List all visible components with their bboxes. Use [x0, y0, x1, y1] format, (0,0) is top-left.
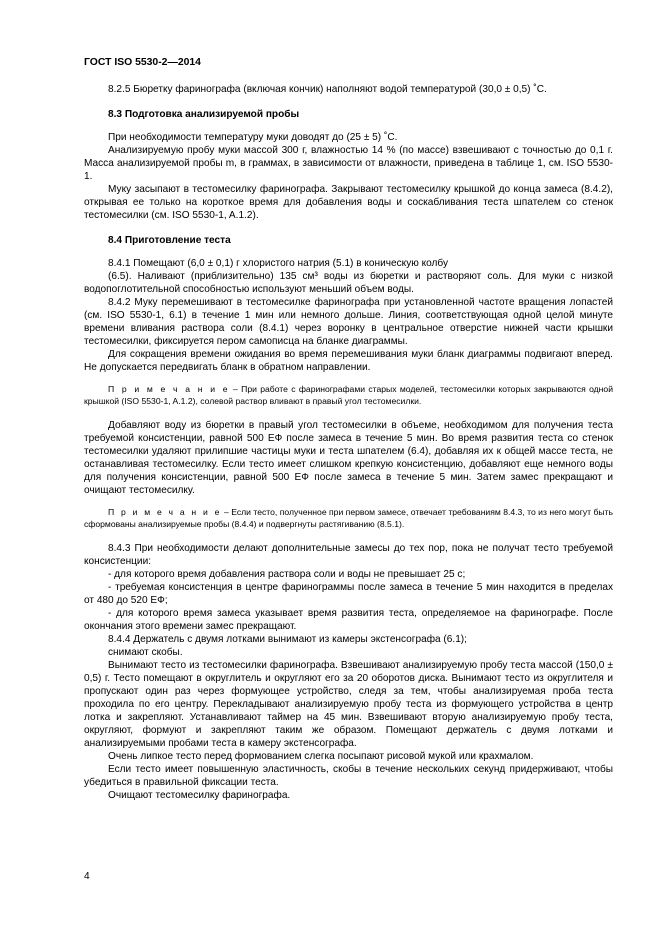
section-8-4-heading: 8.4 Приготовление теста: [108, 235, 231, 246]
paragraph-8-3-2: Анализируемую пробу муки массой 300 г, влажностью 14 % (по массе) взвешивают с точностью до 0,1 г. Масса анализируемой пробы m, в граммах, в зависимости от влажности, приведена в таблице 1, см. ISO 5530-1.: [84, 145, 613, 182]
paragraph-8-3-1: При необходимости температуру муки доводят до (25 ± 5) ˚С.: [108, 132, 398, 143]
list-item-2: - требуемая консистенция в центре фаринограммы после замеса в течение 5 мин находится в пределах от 480 до 520 ЕФ;: [84, 582, 613, 606]
paragraph-8-4-1-a: 8.4.1 Помещают (6,0 ± 0,1) г хлористого натрия (5.1) в коническую колбу: [108, 258, 449, 269]
paragraph-8-3-3: Муку засыпают в тестомесилку фаринографа. Закрывают тестомесилку крышкой до конца замеса (8.4.2), открывая ее только на короткое время для добавления воды и соскабливания теста шпателем со стенок тестомесилки (см. ISO 5530-1, A.1.2).: [84, 184, 613, 221]
paragraph-8-4-4-b: снимают скобы.: [108, 647, 183, 658]
note-1-text: – При работе с фаринографами старых моделей, тестомесилки которых закрываются одной крышкой (ISO 5530-1, A.1.2), солевой раствор вливают в правый угол тестомесилки.: [84, 384, 613, 406]
note-1-label: П р и м е ч а н и е: [108, 384, 230, 394]
list-item-1: - для которого время добавления раствора соли и воды не превышает 25 с;: [108, 569, 466, 580]
note-2: [84, 507, 613, 530]
paragraph-8-4-4-e: Если тесто имеет повышенную эластичность, скобы в течение нескольких секунд придерживают, чтобы убедиться в правильной фиксации теста.: [84, 764, 613, 788]
note-1: [84, 384, 613, 407]
page-number: 4: [84, 871, 90, 882]
section-8-3-heading: 8.3 Подготовка анализируемой пробы: [108, 109, 300, 120]
paragraph-8-4-4-f: Очищают тестомесилку фаринографа.: [108, 790, 291, 801]
paragraph-8-4-4-a: 8.4.4 Держатель с двумя лотками вынимают из камеры экстенсографа (6.1);: [108, 634, 467, 645]
note-2-label: П р и м е ч а н и е: [108, 507, 222, 517]
paragraph-8-4-1-b: (6.5). Наливают (приблизительно) 135 см³ воды из бюретки и растворяют соль. Для муки с низкой водопоглотительной способностью используют меньший объем воды.: [84, 271, 613, 295]
paragraph-8-4-4-d: Очень липкое тесто перед формованием слегка посыпают рисовой мукой или крахмалом.: [108, 751, 534, 762]
paragraph-8-4-2-b: Для сокращения времени ожидания во время перемешивания муки бланк диаграммы подвигают вперед. Не допускается передвигать бланк в обратном направлении.: [84, 349, 613, 373]
paragraph-8-4-2-a: 8.4.2 Муку перемешивают в тестомесилке фаринографа при установленной частоте вращения лопастей (см. ISO 5530-1, 6.1) в течение 1 мин или немного дольше. Линия, соответствующая одной целой минуте времени вливания раствора соли (8.4.1) через воронку в центральное отверстие нижней части крышки тестомесилки, фиксируется пером самописца на бланке диаграммы.: [84, 297, 613, 347]
list-item-3: - для которого время замеса указывает время развития теста, определяемое на фаринографе. После окончания этого времени замес прекращают.: [84, 608, 613, 632]
paragraph-8-4-3: 8.4.3 При необходимости делают дополнительные замесы до тех пор, пока не получат тесто требуемой консистенции:: [84, 543, 613, 567]
paragraph-8-4-2-c: Добавляют воду из бюретки в правый угол тестомесилки в объеме, необходимом для получения теста требуемой консистенции, равной 500 ЕФ после замеса в течение 5 мин. Во время развития теста со стенок тестомесилки удаляют прилипшие частицы муки и теста шпателем (6.4), добавляя их к общей массе теста, не останавливая тестомесилку. Если тесто имеет слишком крепкую консистенцию, добавляют еще немного воды для получения консистенции, равной 500 ЕФ после замеса в течение 5 мин. Затем замес прекращают и очищают тестомесилку.: [84, 420, 613, 496]
paragraph-8-2-5: 8.2.5 Бюретку фаринографа (включая кончик) наполняют водой температурой (30,0 ± 0,5) ˚С.: [108, 84, 547, 95]
document-header: ГОСТ ISO 5530-2—2014: [84, 57, 201, 68]
note-2-text: – Если тесто, полученное при первом замесе, отвечает требованиям 8.4.3, то из него могут быть сформованы анализируемые пробы (8.4.4) и подвергнуты растягиванию (8.5.1).: [84, 507, 613, 529]
paragraph-8-4-4-c: Вынимают тесто из тестомесилки фаринографа. Взвешивают анализируемую пробу теста массой (150,0 ± 0,5) г. Тесто помещают в округлитель и округляют его за 20 оборотов диска. Вынимают тесто из округлителя и пропускают один раз через формующее устройство, следя за тем, чтобы анализируемая проба теста проходила по его центру. Перекладывают анализируемую пробу теста из формующего устройства в центр лотка и закрепляют. Устанавливают таймер на 45 мин. Взвешивают вторую анализируемую пробу теста, округляют, формуют и закрепляют таким же образом. Помещают держатель с двумя лотками и анализируемыми пробами теста в камеру экстенсографа.: [84, 660, 613, 749]
